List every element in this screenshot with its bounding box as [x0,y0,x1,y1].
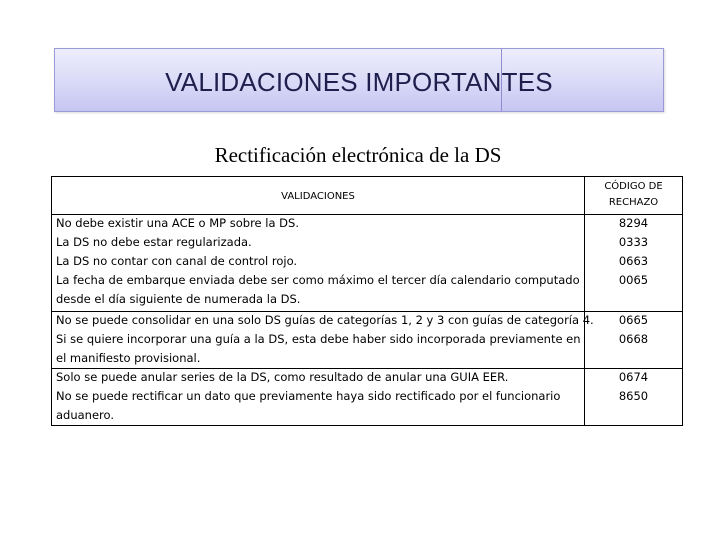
row-text-line: La DS no debe estar regularizada. [56,235,252,249]
row-text-line: No se puede consolidar en una solo DS guías de categorías 1, 2 y 3 con guías de categoría 4. [56,313,594,327]
row-text-line: Solo se puede anular series de la DS, como resultado de anular una GUIA EER. [56,370,509,384]
header-codigo-line1: CÓDIGO DE [604,181,663,192]
table-row [56,368,560,425]
row-codes [585,311,682,349]
rejection-code: 8294 [618,216,649,230]
table-row [56,214,580,309]
validations-table [51,176,683,426]
row-codes [585,368,682,406]
row-text-line: desde el día siguiente de numerada la DS. [56,292,301,306]
title-banner [54,48,664,112]
page-subtitle: Rectificación electrónica de la DS [214,143,502,167]
rejection-code: 0065 [618,273,649,287]
rejection-code: 0674 [618,370,649,384]
row-text-line: aduanero. [56,408,115,422]
row-text-line: el manifiesto provisional. [56,351,201,365]
header-codigo-line2: RECHAZO [608,197,659,208]
row-text-line: Si se quiere incorporar una guía a la DS, esta debe haber sido incorporada previamente en [56,332,581,346]
header-validaciones: VALIDACIONES [281,190,355,202]
rejection-code: 0668 [618,332,649,346]
rejection-code: 0663 [618,254,649,268]
rejection-code: 0333 [618,235,649,249]
row-text-line: La fecha de embarque enviada debe ser como máximo el tercer día calendario computado [56,273,580,287]
table-row [56,311,594,368]
rejection-code: 8650 [618,389,649,403]
row-text-line: La DS no contar con canal de control rojo. [56,254,298,268]
row-text-line: No debe existir una ACE o MP sobre la DS. [56,216,299,230]
banner-title: VALIDACIONES IMPORTANTES [165,67,553,97]
rejection-code: 0665 [618,313,649,327]
header-codigo-rechazo [585,179,682,211]
row-text-line: No se puede rectificar un dato que previamente haya sido rectificado por el funcionario [56,389,561,403]
row-codes [585,214,682,290]
